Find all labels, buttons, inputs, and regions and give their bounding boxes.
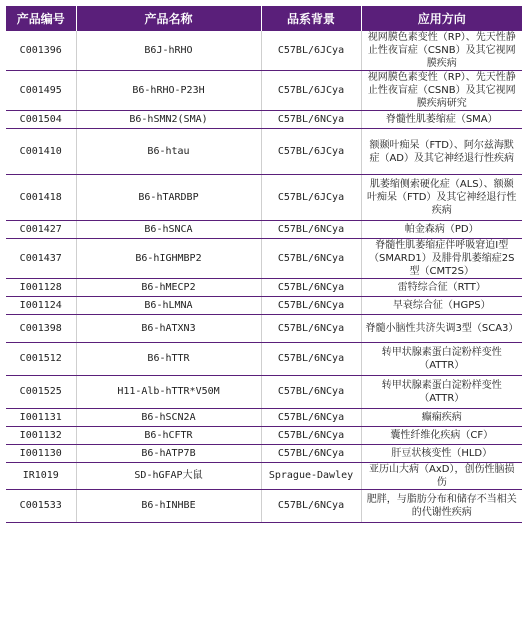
- application-cell: 囊性纤维化疾病（CF）: [361, 427, 522, 445]
- product-table: [6, 6, 522, 523]
- strain-cell: C57BL/6JCya: [261, 175, 361, 221]
- strain-cell: C57BL/6NCya: [261, 445, 361, 463]
- application-cell: 转甲状腺素蛋白淀粉样变性（ATTR）: [361, 376, 522, 409]
- strain-cell: C57BL/6NCya: [261, 221, 361, 239]
- table-row: [6, 463, 522, 490]
- table-row: [6, 279, 522, 297]
- product-id-cell: C001525: [6, 376, 76, 409]
- table-row: [6, 376, 522, 409]
- product-id-cell: C001410: [6, 129, 76, 175]
- application-cell: 早衰综合征（HGPS）: [361, 297, 522, 315]
- table-row: [6, 175, 522, 221]
- product-name-cell: B6-hTTR: [76, 343, 261, 376]
- product-name-cell: B6-hSCN2A: [76, 409, 261, 427]
- table-row: [6, 409, 522, 427]
- table-row: [6, 221, 522, 239]
- product-name-cell: B6-hCFTR: [76, 427, 261, 445]
- strain-cell: C57BL/6JCya: [261, 31, 361, 71]
- application-cell: 雷特综合征（RTT）: [361, 279, 522, 297]
- header-product-name: 产品名称: [76, 6, 261, 31]
- application-cell: 肌萎缩侧索硬化症（ALS）、额颞叶痴呆（FTD）及其它神经退行性疾病: [361, 175, 522, 221]
- product-id-cell: I001130: [6, 445, 76, 463]
- product-name-cell: B6-hMECP2: [76, 279, 261, 297]
- product-id-cell: C001437: [6, 239, 76, 279]
- application-cell: 脊髓小脑性共济失调3型（SCA3）: [361, 315, 522, 343]
- strain-cell: C57BL/6NCya: [261, 427, 361, 445]
- strain-cell: C57BL/6NCya: [261, 376, 361, 409]
- strain-cell: C57BL/6NCya: [261, 111, 361, 129]
- strain-cell: C57BL/6NCya: [261, 239, 361, 279]
- application-cell: 脊髓性肌萎缩症（SMA）: [361, 111, 522, 129]
- product-id-cell: C001504: [6, 111, 76, 129]
- table-header: [6, 6, 522, 31]
- product-name-cell: SD-hGFAP大鼠: [76, 463, 261, 490]
- product-name-cell: B6-hATXN3: [76, 315, 261, 343]
- product-id-cell: C001512: [6, 343, 76, 376]
- product-name-cell: B6-hSNCA: [76, 221, 261, 239]
- product-name-cell: B6-hLMNA: [76, 297, 261, 315]
- product-name-cell: B6-hRHO-P23H: [76, 71, 261, 111]
- table-row: [6, 490, 522, 523]
- product-id-cell: IR1019: [6, 463, 76, 490]
- application-cell: 脊髓性肌萎缩症伴呼吸窘迫I型（SMARD1）及腓骨肌萎缩症2S型（CMT2S）: [361, 239, 522, 279]
- product-id-cell: C001418: [6, 175, 76, 221]
- table-row: [6, 129, 522, 175]
- table-row: [6, 31, 522, 71]
- header-application: 应用方向: [361, 6, 522, 31]
- table-row: [6, 343, 522, 376]
- application-cell: 肥胖，与脂肪分布和储存不当相关的代谢性疾病: [361, 490, 522, 523]
- strain-cell: C57BL/6NCya: [261, 297, 361, 315]
- strain-cell: C57BL/6NCya: [261, 343, 361, 376]
- strain-cell: Sprague-Dawley: [261, 463, 361, 490]
- product-id-cell: C001396: [6, 31, 76, 71]
- product-id-cell: C001533: [6, 490, 76, 523]
- header-product-id: 产品编号: [6, 6, 76, 31]
- product-name-cell: B6J-hRHO: [76, 31, 261, 71]
- product-id-cell: I001132: [6, 427, 76, 445]
- table-row: [6, 427, 522, 445]
- strain-cell: C57BL/6JCya: [261, 71, 361, 111]
- product-id-cell: I001124: [6, 297, 76, 315]
- product-id-cell: I001128: [6, 279, 76, 297]
- product-name-cell: B6-hTARDBP: [76, 175, 261, 221]
- product-name-cell: B6-hIGHMBP2: [76, 239, 261, 279]
- application-cell: 视网膜色素变性（RP）、先天性静止性夜盲症（CSNB）及其它视网膜疾病: [361, 31, 522, 71]
- product-name-cell: B6-hATP7B: [76, 445, 261, 463]
- table-row: [6, 297, 522, 315]
- header-strain-background: 品系背景: [261, 6, 361, 31]
- table-row: [6, 315, 522, 343]
- application-cell: 癫痫疾病: [361, 409, 522, 427]
- strain-cell: C57BL/6NCya: [261, 315, 361, 343]
- strain-cell: C57BL/6NCya: [261, 490, 361, 523]
- product-id-cell: I001131: [6, 409, 76, 427]
- product-id-cell: C001398: [6, 315, 76, 343]
- product-id-cell: C001495: [6, 71, 76, 111]
- table-row: [6, 111, 522, 129]
- application-cell: 转甲状腺素蛋白淀粉样变性（ATTR）: [361, 343, 522, 376]
- application-cell: 视网膜色素变性（RP）、先天性静止性夜盲症（CSNB）及其它视网膜疾病研究: [361, 71, 522, 111]
- product-name-cell: B6-hINHBE: [76, 490, 261, 523]
- product-name-cell: H11-Alb-hTTR*V50M: [76, 376, 261, 409]
- product-name-cell: B6-htau: [76, 129, 261, 175]
- application-cell: 帕金森病（PD）: [361, 221, 522, 239]
- table-row: [6, 239, 522, 279]
- product-table-container: [6, 6, 522, 523]
- strain-cell: C57BL/6NCya: [261, 279, 361, 297]
- application-cell: 亚历山大病（AxD），创伤性脑损伤: [361, 463, 522, 490]
- strain-cell: C57BL/6NCya: [261, 409, 361, 427]
- table-body: [6, 31, 522, 523]
- strain-cell: C57BL/6JCya: [261, 129, 361, 175]
- table-row: [6, 71, 522, 111]
- table-row: [6, 445, 522, 463]
- application-cell: 肝豆状核变性（HLD）: [361, 445, 522, 463]
- application-cell: 额颞叶痴呆（FTD）、阿尔兹海默症（AD）及其它神经退行性疾病: [361, 129, 522, 175]
- product-id-cell: C001427: [6, 221, 76, 239]
- product-name-cell: B6-hSMN2(SMA): [76, 111, 261, 129]
